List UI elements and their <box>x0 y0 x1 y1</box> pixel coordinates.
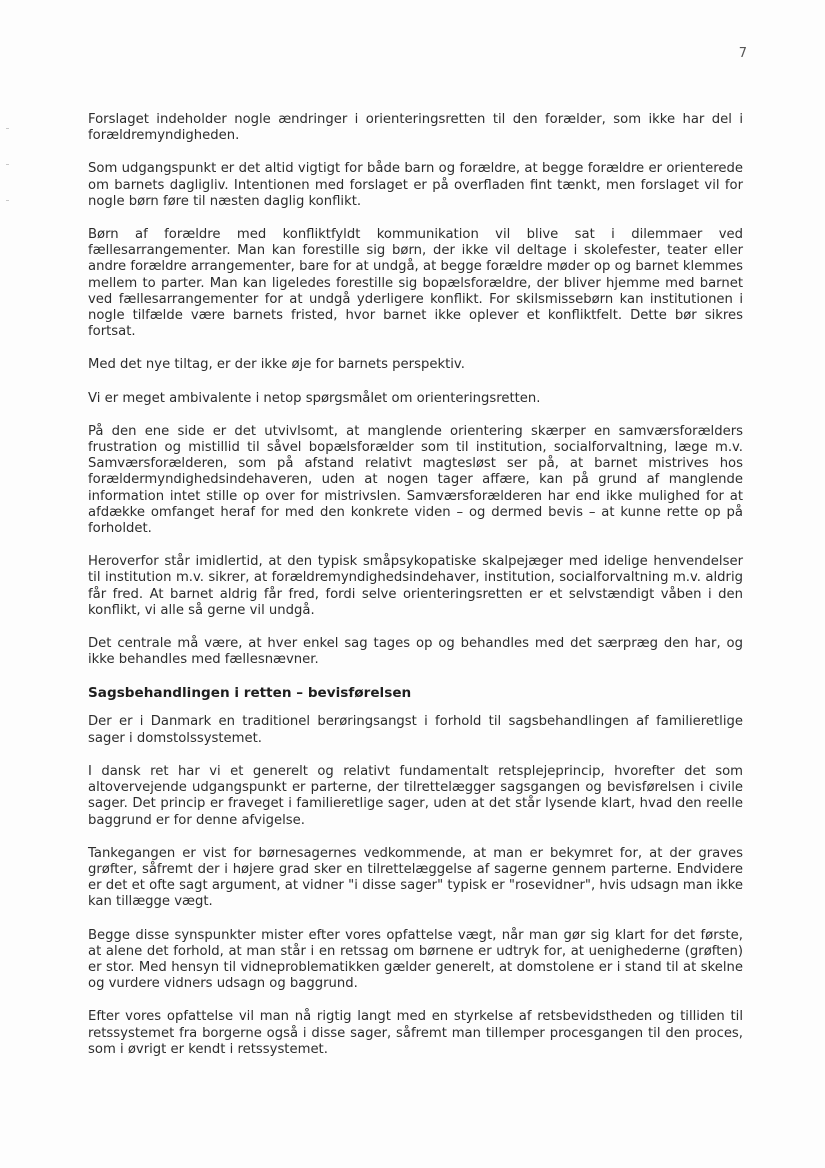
paragraph: På den ene side er det utvivlsomt, at manglende orientering skærper en samværsforælders frustration og mistillid til såvel bopælsforælder som til institution, socialforvaltning, læge m.v. Samværsforælderen, som på afstand relativt magtesløst ser på, at barnet mistrives hos forældermyndighedsindehaveren, uden at nogen tager affære, kan på grund af manglende information intet stille op over for mistrivslen. Samværsforælderen har end ikke mulighed for at afdække omfanget heraf for med den konkrete viden – og dermed bevis – at kunne rette op på forholdet. <box>88 423 743 537</box>
paragraph: Heroverfor står imidlertid, at den typisk småpsykopatiske skalpejæger med idelige henvendelser til institution m.v. sikrer, at forældremyndighedsindehaver, institution, socialforvaltning m.v. aldrig får fred. At barnet aldrig får fred, fordi selve orienteringsretten er et selvstændigt våben i den konflikt, vi alle så gerne vil undgå. <box>88 554 743 618</box>
scan-edge-mark <box>6 164 9 165</box>
paragraph: Vi er meget ambivalente i netop spørgsmålet om orienteringsretten. <box>88 390 541 406</box>
paragraph: I dansk ret har vi et generelt og relativt fundamentalt retsplejeprincip, hvorefter det som altovervejende udgangspunkt er parterne, der tilrettelægger sagsgangen og bevisførelsen i civile sager. Det princip er fraveget i familieretlige sager, uden at det står lysende klart, hvad den reelle baggrund er for denne afvigelse. <box>88 763 743 828</box>
paragraph: Der er i Danmark en traditionel berøringsangst i forhold til sagsbehandlingen af familieretlige sager i domstolssystemet. <box>88 714 743 746</box>
scan-edge-mark <box>6 200 9 201</box>
paragraph: Som udgangspunkt er det altid vigtigt for både barn og forældre, at begge forældre er orienterede om barnets dagligliv. Intentionen med forslaget er på overfladen fint tænkt, men forslaget vil for nogle børn føre til næsten daglig konflikt. <box>88 161 743 209</box>
page-number: 7 <box>738 46 747 61</box>
paragraph: Efter vores opfattelse vil man nå rigtig langt med en styrkelse af retsbevidstheden og tilliden til retssystemet fra borgerne også i disse sager, såfremt man tillemper procesgangen til den proces, som i øvrigt er kendt i retssystemet. <box>88 1009 743 1057</box>
paragraph: Med det nye tiltag, er der ikke øje for barnets perspektiv. <box>88 357 465 373</box>
paragraph: Forslaget indeholder nogle ændringer i orienteringsretten til den forælder, som ikke har del i forældremyndigheden. <box>88 112 743 144</box>
section-heading: Sagsbehandlingen i retten – bevisførelsen <box>88 685 412 702</box>
scan-edge-mark <box>6 128 9 129</box>
paragraph: Det centrale må være, at hver enkel sag tages op og behandles med det særpræg den har, og ikke behandles med fællesnævner. <box>88 636 743 668</box>
paragraph: Tankegangen er vist for børnesagernes vedkommende, at man er bekymret for, at der graves grøfter, såfremt der i højere grad sker en tilrettelæggelse af sagerne gennem parterne. Endvidere er det et ofte sagt argument, at vidner "i disse sager" typisk er "rosevidner", hvis udsagn man ikke kan tillægge vægt. <box>88 845 743 910</box>
paragraph: Børn af forældre med konfliktfyldt kommunikation vil blive sat i dilemmaer ved fællesarrangementer. Man kan forestille sig børn, der ikke vil deltage i skolefester, teater eller andre forældre arrangementer, bare for at undgå, at begge forældre møder op og barnet klemmes mellem to parter. Man kan ligeledes forestille sig bopælsforældre, der bliver hjemme med barnet ved fællesarrangementer for at undgå yderligere konflikt. For skilsmissebørn kan institutionen i nogle tilfælde være barnets fristed, hvor barnet ikke oplever et konfliktfelt. Dette bør sikres fortsat. <box>88 227 743 340</box>
document-body <box>88 112 743 1075</box>
paragraph: Begge disse synspunkter mister efter vores opfattelse vægt, når man gør sig klart for det første, at alene det forhold, at man står i en retssag om børnene er udtryk for, at uenighederne (grøften) er stor. Med hensyn til vidneproblematikken gælder generelt, at domstolene er i stand til at skelne og vurdere vidners udsagn og baggrund. <box>88 927 743 992</box>
